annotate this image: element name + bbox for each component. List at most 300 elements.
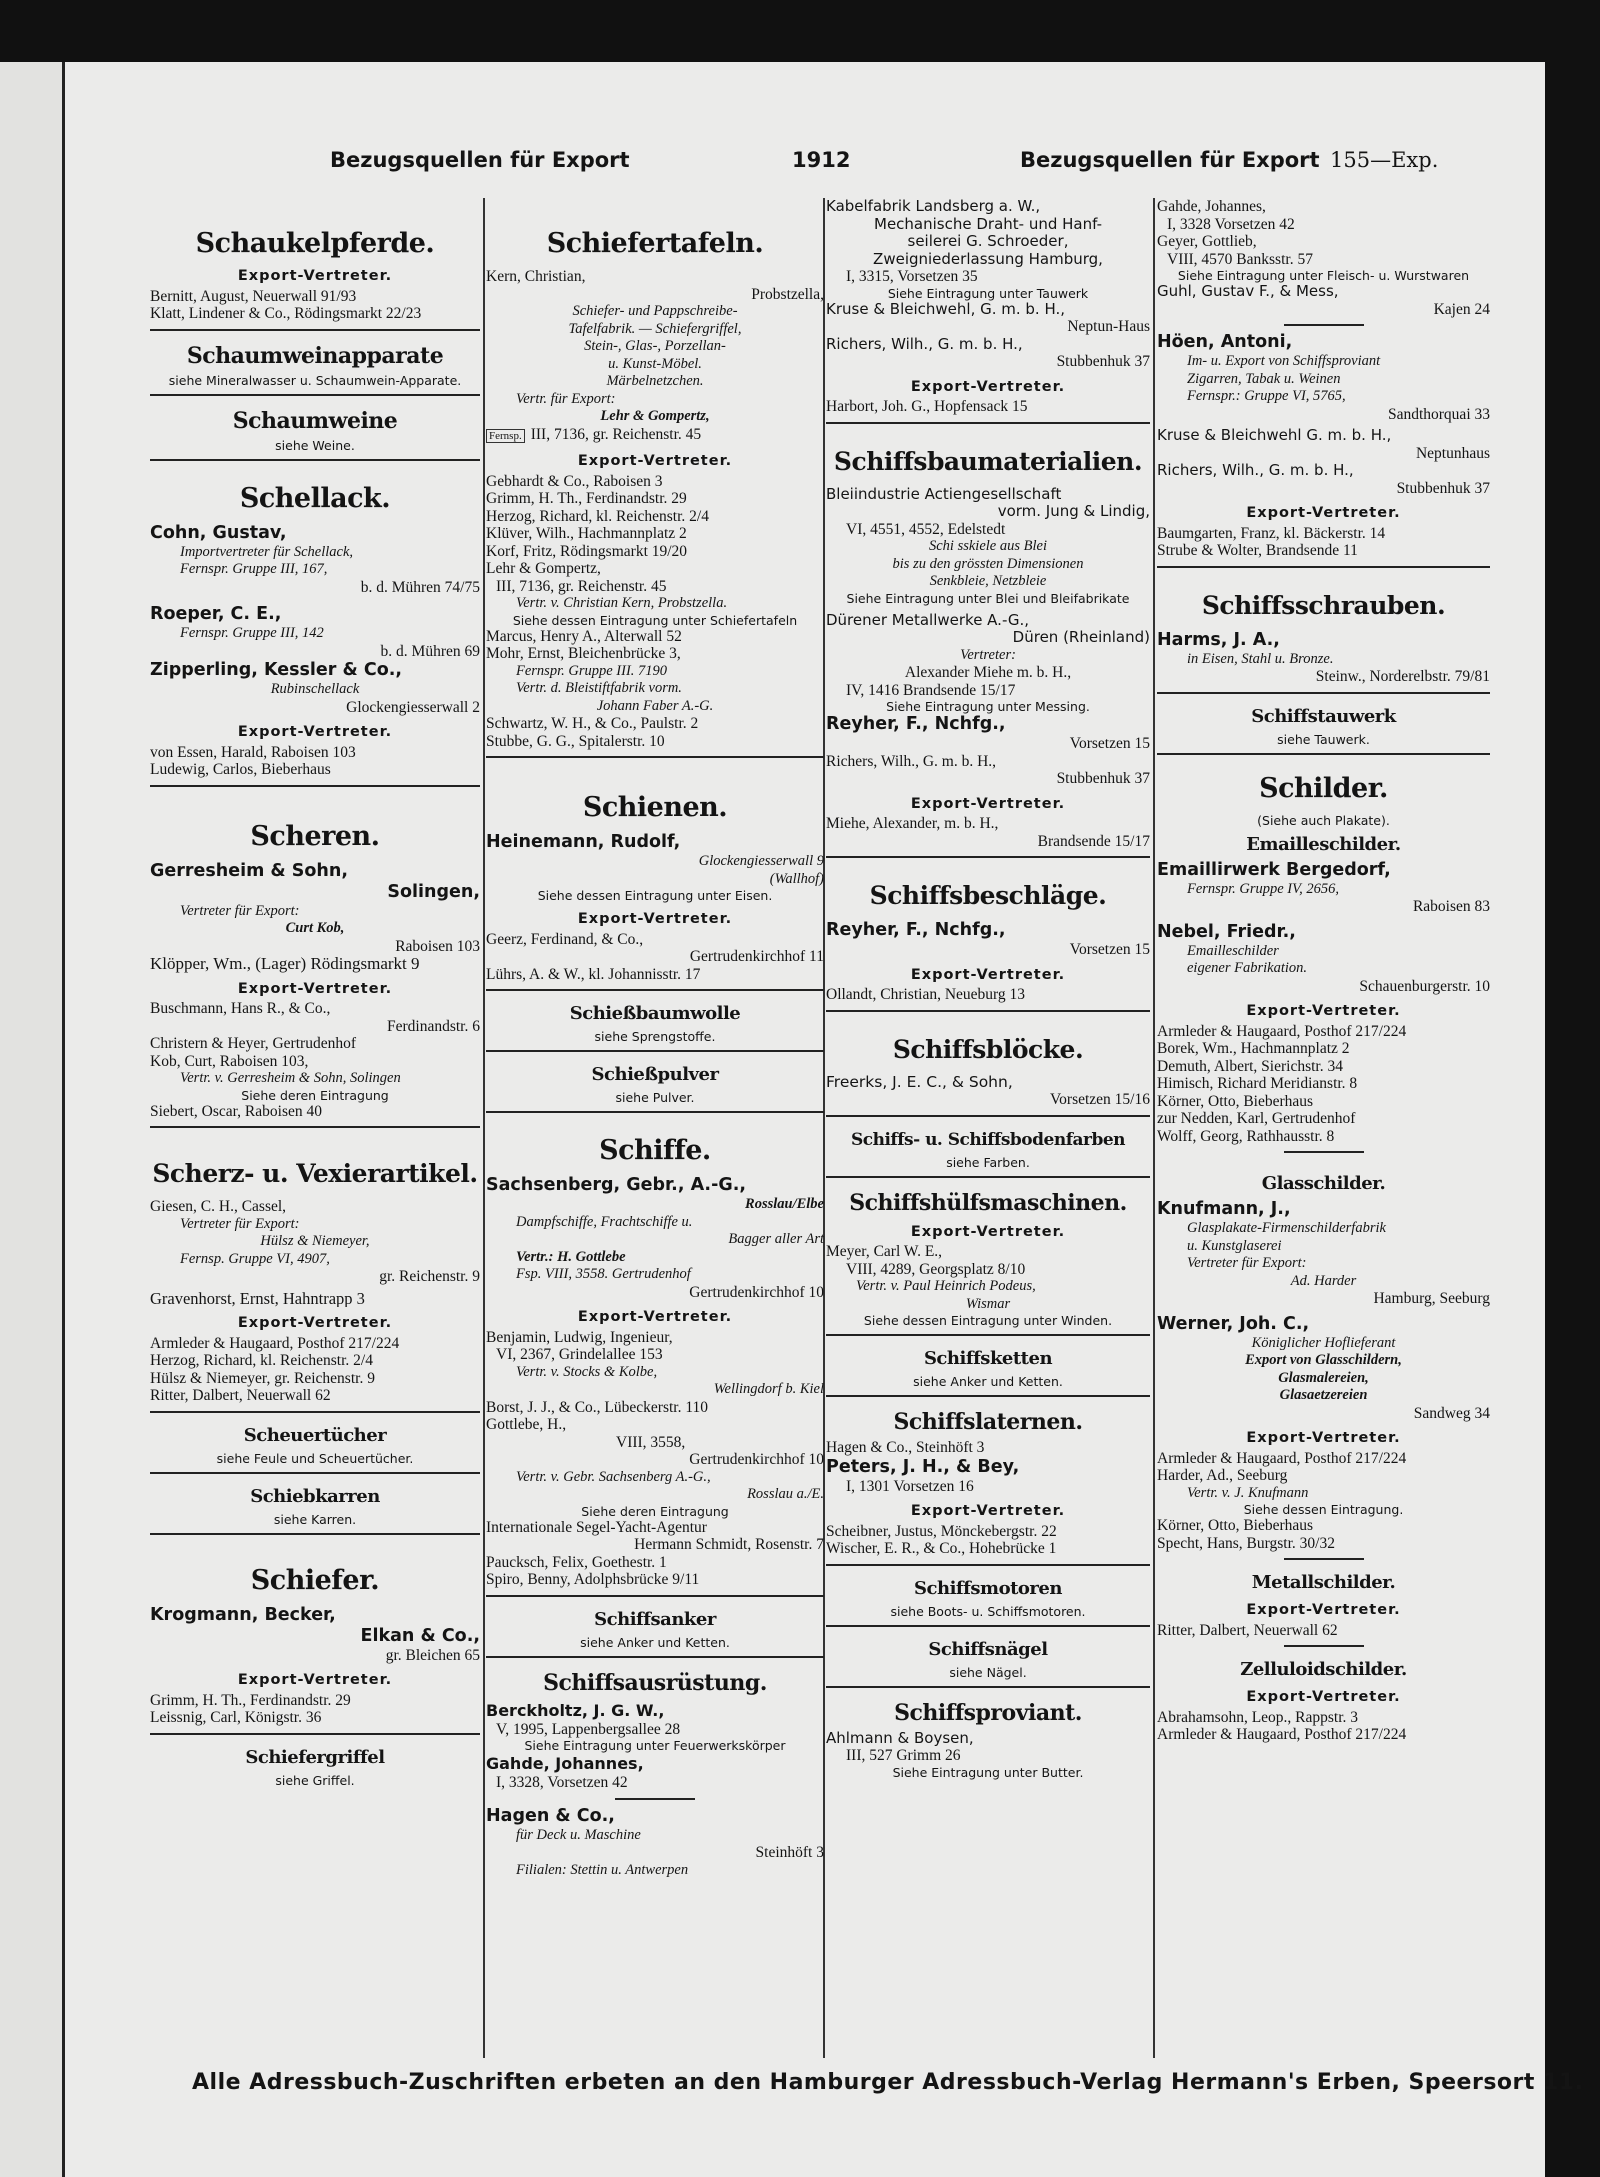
listing-address: VIII, 3558, bbox=[616, 1433, 686, 1451]
listing-detail: Fernspr. Gruppe III. 7190 bbox=[516, 662, 668, 679]
divider bbox=[826, 856, 1150, 858]
listing: Stubbe, G. G., Spitalerstr. 10 bbox=[486, 732, 665, 750]
company-name: Gerresheim & Sohn, bbox=[150, 860, 348, 881]
listing-detail: Fernspr. Gruppe IV, 2656, bbox=[1187, 880, 1339, 897]
company-name: Reyher, F., Nchfg., bbox=[826, 714, 1006, 734]
listing-address: Sandweg 34 bbox=[1413, 1404, 1490, 1422]
see-also-note: siehe Mineralwasser u. Schaumwein-Apparate. bbox=[168, 372, 462, 388]
listing: Ludewig, Carlos, Bieberhaus bbox=[150, 761, 331, 778]
divider bbox=[486, 1656, 824, 1658]
listing-address: Vorsetzen 15 bbox=[1069, 735, 1150, 752]
export-label: Export-Vertreter. bbox=[237, 268, 393, 284]
listing-detail: Vertr. v. J. Knufmann bbox=[1187, 1484, 1309, 1501]
listing-address: Raboisen 103 bbox=[395, 937, 480, 955]
section-title: Schienen. bbox=[582, 792, 728, 823]
column-2 bbox=[486, 198, 824, 2053]
listing: Wolff, Georg, Rathhausstr. 8 bbox=[1157, 1127, 1335, 1145]
listing-address: Hermann Schmidt, Rosenstr. 7 bbox=[634, 1536, 824, 1553]
listing-address: Glockengiesserwall 2 bbox=[346, 698, 480, 716]
listing-detail: Rosslau a./E. bbox=[747, 1486, 824, 1502]
listing-detail: Fernspr. Gruppe III, 167, bbox=[180, 561, 328, 577]
see-also-note: Siehe Eintragung unter Messing. bbox=[886, 699, 1090, 714]
listing-detail: Vertr. v. Paul Heinrich Podeus, bbox=[856, 1278, 1036, 1294]
section-title: Schiffsanker bbox=[594, 1608, 716, 1630]
listing: Geerz, Ferdinand, & Co., bbox=[486, 930, 644, 948]
divider bbox=[486, 1050, 824, 1052]
subsection-title: Metallschilder. bbox=[1251, 1572, 1396, 1593]
divider bbox=[1157, 566, 1490, 568]
listing-detail: Vertr. für Export: bbox=[516, 390, 616, 407]
listing: Bleiindustrie Actiengesellschaft bbox=[826, 485, 1062, 503]
listing: Richers, Wilh., G. m. b. H., bbox=[1157, 462, 1354, 479]
see-also-note: Siehe deren Eintragung bbox=[581, 1503, 729, 1519]
listing-detail: Ad. Harder bbox=[1290, 1272, 1357, 1289]
listing-address: Gertrudenkirchhof 11 bbox=[689, 948, 824, 965]
company-name: Hagen & Co., bbox=[486, 1805, 615, 1826]
listing-detail: Filialen: Stettin u. Antwerpen bbox=[516, 1861, 689, 1878]
section-title: Schiffstauwerk bbox=[1251, 705, 1396, 727]
listing: Meyer, Carl W. E., bbox=[826, 1243, 943, 1260]
listing: Kabelfabrik Landsberg a. W., bbox=[826, 198, 1041, 215]
listing-detail: Importvertreter für Schellack, bbox=[180, 543, 354, 560]
listing-address: b. d. Mühren 69 bbox=[380, 642, 480, 660]
see-also-note: siehe Boots- u. Schiffsmotoren. bbox=[890, 1603, 1086, 1619]
listing: Armleder & Haugaard, Posthof 217/224 bbox=[1157, 1449, 1407, 1467]
listing-detail: Glasmalereien, bbox=[1278, 1369, 1369, 1386]
section-title: Schiffsnägel bbox=[928, 1638, 1048, 1660]
listing-address: Steinw., Norderelbstr. 79/81 bbox=[1315, 668, 1490, 685]
company-name: Höen, Antoni, bbox=[1157, 332, 1293, 352]
section-title: Schaukelpferde. bbox=[195, 228, 435, 259]
export-label: Export-Vertreter. bbox=[1246, 1003, 1401, 1019]
see-also-note: siehe Karren. bbox=[273, 1511, 357, 1527]
listing: Armleder & Haugaard, Posthof 217/224 bbox=[1157, 1726, 1407, 1743]
listing: Specht, Hans, Burgstr. 30/32 bbox=[1157, 1534, 1335, 1552]
listing: Alexander Miehe m. b. H., bbox=[904, 664, 1072, 681]
listing: Marcus, Henry A., Alterwall 52 bbox=[486, 627, 682, 645]
see-also-note: siehe Feule und Scheuertücher. bbox=[216, 1450, 414, 1466]
listing: Leissnig, Carl, Königstr. 36 bbox=[150, 1709, 322, 1726]
listing-detail: Vertr.: H. Gottlebe bbox=[516, 1248, 626, 1265]
listing-detail: u. Kunst-Möbel. bbox=[608, 355, 702, 372]
listing: Borek, Wm., Hachmannplatz 2 bbox=[1157, 1040, 1350, 1057]
listing-address: III, 7136, gr. Reichenstr. 45 bbox=[530, 425, 702, 443]
section-title: Schiffs- u. Schiffsbodenfarben bbox=[850, 1129, 1126, 1150]
section-title: Schiffshülfsmaschinen. bbox=[849, 1189, 1127, 1216]
listing: Scheibner, Justus, Mönckebergstr. 22 bbox=[826, 1522, 1057, 1540]
company-name: Reyher, F., Nchfg., bbox=[826, 920, 1006, 940]
listing-detail: Vertr. v. Gebr. Sachsenberg A.-G., bbox=[516, 1468, 711, 1485]
see-also-note: Siehe Eintragung unter Tauwerk bbox=[887, 285, 1089, 301]
listing-address: I, 3328, Vorsetzen 42 bbox=[496, 1774, 628, 1791]
section-title: Schiffe. bbox=[599, 1135, 711, 1166]
divider bbox=[1157, 753, 1490, 755]
listing-address: Sandthorquai 33 bbox=[1387, 405, 1490, 423]
divider bbox=[826, 422, 1150, 424]
listing-address: Kajen 24 bbox=[1433, 300, 1490, 318]
listing-detail: Stein-, Glas-, Porzellan- bbox=[584, 338, 726, 354]
divider bbox=[1284, 1151, 1364, 1153]
listing: Hagen & Co., Steinhöft 3 bbox=[826, 1439, 985, 1456]
listing-detail: Vertreter für Export: bbox=[180, 902, 300, 919]
company-name: Sachsenberg, Gebr., A.-G., bbox=[486, 1175, 747, 1195]
divider bbox=[150, 1733, 480, 1735]
company-name: Cohn, Gustav, bbox=[150, 522, 287, 543]
divider bbox=[150, 1411, 480, 1413]
listing-address: V, 1995, Lappenbergsallee 28 bbox=[496, 1720, 681, 1738]
listing: Borst, J. J., & Co., Lübeckerstr. 110 bbox=[486, 1398, 709, 1416]
listing: Baumgarten, Franz, kl. Bäckerstr. 14 bbox=[1157, 524, 1386, 542]
listing-address: Ferdinandstr. 6 bbox=[387, 1017, 480, 1035]
listing-detail: Johann Faber A.-G. bbox=[596, 697, 714, 714]
column-divider bbox=[1153, 198, 1155, 2058]
listing: vorm. Jung & Lindig, bbox=[997, 502, 1150, 520]
see-also-note: siehe Nägel. bbox=[949, 1664, 1027, 1680]
listing-detail: in Eisen, Stahl u. Bronze. bbox=[1187, 650, 1334, 667]
previous-page-edge bbox=[0, 62, 65, 2177]
listing-address: VI, 2367, Grindelallee 153 bbox=[496, 1346, 663, 1363]
listing-detail: Emailleschilder bbox=[1187, 942, 1279, 959]
listing-address: Brandsende 15/17 bbox=[1037, 832, 1150, 850]
listing-address: VIII, 4289, Georgsplatz 8/10 bbox=[846, 1260, 1026, 1278]
divider bbox=[486, 756, 824, 758]
listing: Ritter, Dalbert, Neuerwall 62 bbox=[150, 1387, 331, 1404]
listing-detail: Vertreter für Export: bbox=[1187, 1255, 1307, 1271]
divider bbox=[826, 1395, 1150, 1397]
listing-detail: Fsp. VIII, 3558. Gertrudenhof bbox=[516, 1266, 691, 1282]
listing-address: Gertrudenkirchhof 10 bbox=[689, 1283, 824, 1301]
divider bbox=[1284, 1645, 1364, 1647]
listing: Benjamin, Ludwig, Ingenieur, bbox=[486, 1328, 673, 1346]
page-header bbox=[330, 148, 1480, 178]
listing: seilerei G. Schroeder, bbox=[907, 233, 1069, 250]
see-also-note: siehe Weine. bbox=[275, 437, 355, 453]
see-also-note: siehe Pulver. bbox=[615, 1090, 695, 1105]
listing-detail: Rosslau/Elbe bbox=[745, 1196, 824, 1212]
listing-address: Hamburg, Seeburg bbox=[1373, 1290, 1490, 1307]
divider bbox=[1284, 324, 1364, 326]
listing: Ritter, Dalbert, Neuerwall 62 bbox=[1157, 1621, 1338, 1639]
listing-address: gr. Bleichen 65 bbox=[385, 1646, 480, 1664]
divider bbox=[826, 1625, 1150, 1627]
listing: Mohr, Ernst, Bleichenbrücke 3, bbox=[486, 645, 681, 662]
listing: Gebhardt & Co., Raboisen 3 bbox=[486, 472, 663, 490]
listing: Grimm, H. Th., Ferdinandstr. 29 bbox=[150, 1691, 351, 1709]
divider bbox=[826, 1010, 1150, 1012]
listing: Spiro, Benny, Adolphsbrücke 9/11 bbox=[486, 1571, 700, 1588]
listing-detail: eigener Fabrikation. bbox=[1187, 960, 1308, 976]
export-label: Export-Vertreter. bbox=[910, 1223, 1066, 1240]
divider bbox=[826, 1334, 1150, 1336]
section-title: Schiffsblöcke. bbox=[892, 1034, 1084, 1064]
see-also-note: Siehe dessen Eintragung unter Eisen. bbox=[537, 888, 773, 903]
listing-detail: Fernspr. Gruppe III, 142 bbox=[180, 625, 324, 641]
see-also-note: Siehe dessen Eintragung unter Winden. bbox=[863, 1313, 1113, 1328]
listing: Paucksch, Felix, Goethestr. 1 bbox=[486, 1553, 667, 1571]
listing: Kruse & Bleichwehl G. m. b. H., bbox=[1157, 427, 1392, 444]
section-title: Schellack. bbox=[239, 482, 391, 514]
export-label: Export-Vertreter. bbox=[577, 1309, 733, 1325]
export-label: Export-Vertreter. bbox=[1246, 1430, 1401, 1446]
listing: Klöpper, Wm., (Lager) Rödingsmarkt 9 bbox=[150, 955, 420, 973]
export-label: Export-Vertreter. bbox=[237, 724, 393, 740]
listing: Kob, Curt, Raboisen 103, bbox=[150, 1052, 309, 1070]
listing-address: Stubbenhuk 37 bbox=[1396, 479, 1490, 497]
divider bbox=[150, 459, 480, 461]
listing-address: Raboisen 83 bbox=[1412, 898, 1490, 915]
export-label: Export-Vertreter. bbox=[237, 1672, 393, 1688]
listing: Giesen, C. H., Cassel, bbox=[150, 1198, 287, 1215]
export-label: Export-Vertreter. bbox=[910, 1503, 1066, 1519]
listing-address: I, 1301 Vorsetzen 16 bbox=[846, 1477, 974, 1495]
listing-detail: Schi sskiele aus Blei bbox=[929, 538, 1047, 554]
listing: Körner, Otto, Bieberhaus bbox=[1157, 1517, 1314, 1534]
subsection-title: Zelluloidschilder. bbox=[1240, 1659, 1407, 1680]
column-3 bbox=[826, 198, 1150, 2053]
listing: Kern, Christian, bbox=[486, 268, 586, 285]
company-name: Elkan & Co., bbox=[360, 1625, 480, 1646]
listing-detail: Märbelnetzchen. bbox=[606, 373, 704, 389]
subsection-title: Emailleschilder. bbox=[1246, 833, 1401, 855]
export-label: Export-Vertreter. bbox=[577, 453, 733, 469]
section-title: Schiffslaternen. bbox=[893, 1409, 1083, 1435]
listing: Freerks, J. E. C., & Sohn, bbox=[826, 1073, 1013, 1091]
listing: Harbort, Joh. G., Hopfensack 15 bbox=[826, 398, 1028, 415]
listing-detail: Vertr. v. Gerresheim & Sohn, Solingen bbox=[180, 1070, 401, 1086]
listing: Gottlebe, H., bbox=[486, 1416, 567, 1433]
section-title: Schiffsschrauben. bbox=[1201, 590, 1446, 620]
listing: Herzog, Richard, kl. Reichenstr. 2/4 bbox=[486, 507, 709, 525]
header-year: 1912 bbox=[792, 148, 851, 172]
divider bbox=[150, 329, 480, 331]
header-left-title: Bezugsquellen für Export bbox=[330, 148, 630, 172]
listing-detail: Zigarren, Tabak u. Weinen bbox=[1187, 370, 1341, 387]
column-1 bbox=[150, 198, 480, 2053]
divider bbox=[150, 394, 480, 396]
see-also-note: Siehe Eintragung unter Fleisch- u. Wurstwaren bbox=[1177, 268, 1470, 283]
listing: Schwartz, W. H., & Co., Paulstr. 2 bbox=[486, 715, 699, 732]
section-title: Scherz- u. Vexierartikel. bbox=[152, 1159, 478, 1188]
listing-address: VI, 4551, 4552, Edelstedt bbox=[846, 520, 1006, 538]
divider bbox=[826, 1686, 1150, 1688]
listing-address: gr. Reichenstr. 9 bbox=[379, 1268, 480, 1285]
divider bbox=[150, 1533, 480, 1535]
divider bbox=[150, 785, 480, 787]
company-name: Peters, J. H., & Bey, bbox=[826, 1456, 1020, 1477]
listing-detail: Lehr & Gompertz, bbox=[600, 408, 710, 424]
listing-address: b. d. Mühren 74/75 bbox=[360, 578, 480, 596]
section-title: Schiffsproviant. bbox=[894, 1699, 1082, 1726]
company-name: Nebel, Friedr., bbox=[1157, 921, 1296, 942]
listing-address: III, 7136, gr. Reichenstr. 45 bbox=[496, 577, 667, 595]
listing: Klatt, Lindener & Co., Rödingsmarkt 22/23 bbox=[150, 305, 422, 322]
listing: Korf, Fritz, Rödingsmarkt 19/20 bbox=[486, 542, 688, 560]
listing: Herzog, Richard, kl. Reichenstr. 2/4 bbox=[150, 1352, 373, 1369]
listing: Himisch, Richard Meridianstr. 8 bbox=[1157, 1075, 1358, 1092]
export-label: Export-Vertreter. bbox=[1246, 1602, 1401, 1618]
listing-address: IV, 1416 Brandsende 15/17 bbox=[846, 681, 1016, 699]
company-name: Zipperling, Kessler & Co., bbox=[150, 660, 403, 680]
divider bbox=[1157, 692, 1490, 694]
section-title: Schiefertafeln. bbox=[546, 228, 764, 259]
listing-detail: bis zu den grössten Dimensionen bbox=[892, 555, 1084, 572]
listing: Kruse & Bleichwehl, G. m. b. H., bbox=[826, 300, 1066, 318]
section-title: Schießpulver bbox=[591, 1064, 719, 1085]
company-name: Knufmann, J., bbox=[1157, 1199, 1291, 1219]
listing: Strube & Wolter, Brandsende 11 bbox=[1157, 542, 1358, 559]
listing-detail: u. Kunstglaserei bbox=[1187, 1237, 1282, 1254]
listing: Demuth, Albert, Sierichstr. 34 bbox=[1157, 1057, 1343, 1075]
listing-address: III, 527 Grimm 26 bbox=[846, 1747, 961, 1764]
see-also-note: Siehe dessen Eintragung. bbox=[1243, 1502, 1404, 1517]
listing-detail: Fernspr.: Gruppe VI, 5765, bbox=[1187, 388, 1346, 404]
divider bbox=[150, 1472, 480, 1474]
listing: Siebert, Oscar, Raboisen 40 bbox=[150, 1102, 322, 1120]
page-footer: Alle Adressbuch-Zuschriften erbeten an den Hamburger Adressbuch-Verlag Hermann's Erben, Speersort 11. bbox=[192, 2070, 1584, 2095]
listing-detail: Königlicher Hoflieferant bbox=[1251, 1334, 1396, 1351]
listing: Armleder & Haugaard, Posthof 217/224 bbox=[1157, 1022, 1407, 1040]
listing-address: Gertrudenkirchhof 10 bbox=[689, 1451, 824, 1468]
section-title: Schießbaumwolle bbox=[569, 1003, 741, 1024]
column-4 bbox=[1157, 198, 1490, 2053]
see-also-note: (Siehe auch Plakate). bbox=[1257, 812, 1390, 828]
company-name: Gahde, Johannes, bbox=[486, 1754, 644, 1773]
export-label: Export-Vertreter. bbox=[577, 911, 733, 927]
see-also-note: siehe Griffel. bbox=[275, 1772, 355, 1788]
listing: Wischer, E. R., & Co., Hohebrücke 1 bbox=[826, 1540, 1057, 1557]
section-title: Schiefer. bbox=[250, 1564, 380, 1596]
divider bbox=[615, 1798, 695, 1800]
company-name: Berckholtz, J. G. W., bbox=[486, 1700, 665, 1720]
listing: Gahde, Johannes, bbox=[1157, 198, 1266, 215]
listing-detail: Vertr. v. Stocks & Kolbe, bbox=[516, 1363, 658, 1380]
divider bbox=[826, 1564, 1150, 1566]
section-title: Schaumweinapparate bbox=[186, 342, 444, 369]
see-also-note: siehe Sprengstoffe. bbox=[594, 1029, 716, 1044]
column-divider bbox=[483, 198, 485, 2058]
listing-detail: Wellingdorf b. Kiel bbox=[713, 1381, 824, 1397]
export-label: Export-Vertreter. bbox=[1246, 505, 1401, 521]
see-also-note: Siehe Eintragung unter Butter. bbox=[892, 1764, 1084, 1780]
listing-detail: Curt Kob, bbox=[285, 920, 345, 936]
section-title: Schiffsketten bbox=[923, 1348, 1053, 1369]
divider bbox=[486, 1595, 824, 1597]
listing-address: Neptun-Haus bbox=[1067, 318, 1150, 335]
listing-address: Schauenburgerstr. 10 bbox=[1359, 977, 1490, 995]
listing: Gravenhorst, Ernst, Hahntrapp 3 bbox=[150, 1289, 365, 1307]
listing-detail: Im- u. Export von Schiffsproviant bbox=[1187, 353, 1381, 369]
subsection-title: Glasschilder. bbox=[1261, 1173, 1386, 1194]
see-also-note: Siehe Eintragung unter Feuerwerkskörper bbox=[524, 1738, 786, 1753]
listing: Guhl, Gustav F., & Mess, bbox=[1157, 283, 1339, 300]
see-also-note: siehe Anker und Ketten. bbox=[580, 1634, 730, 1650]
listing-detail: Vertr. v. Christian Kern, Probstzella. bbox=[516, 595, 728, 611]
listing: Christern & Heyer, Gertrudenhof bbox=[150, 1035, 356, 1052]
listing: Geyer, Gottlieb, bbox=[1157, 233, 1257, 250]
divider bbox=[826, 1115, 1150, 1117]
company-name: Werner, Joh. C., bbox=[1157, 1313, 1310, 1334]
company-name: Heinemann, Rudolf, bbox=[486, 832, 681, 852]
listing-detail: Glockengiesserwall 9 bbox=[698, 853, 824, 869]
see-also-note: Siehe dessen Eintragung unter Schiefertafeln bbox=[512, 612, 798, 628]
company-name: Emaillirwerk Bergedorf, bbox=[1157, 859, 1391, 880]
listing: Richers, Wilh., G. m. b. H., bbox=[826, 752, 997, 770]
export-label: Export-Vertreter. bbox=[237, 980, 393, 997]
listing-address: Vorsetzen 15 bbox=[1069, 941, 1150, 958]
listing-detail: Rubinschellack bbox=[270, 681, 360, 697]
listing: Buschmann, Hans R., & Co., bbox=[150, 1000, 331, 1017]
listing: Miehe, Alexander, m. b. H., bbox=[826, 815, 999, 832]
see-also-note: Siehe deren Eintragung bbox=[241, 1087, 389, 1103]
listing: Ollandt, Christian, Neueburg 13 bbox=[826, 986, 1026, 1003]
listing: Hülsz & Niemeyer, gr. Reichenstr. 9 bbox=[150, 1369, 375, 1387]
listing-address: Neptunhaus bbox=[1415, 444, 1490, 462]
listing: Mechanische Draht- und Hanf- bbox=[874, 215, 1102, 233]
section-title: Schiffsbeschläge. bbox=[869, 881, 1107, 910]
divider bbox=[150, 1126, 480, 1128]
section-title: Schaumweine bbox=[232, 407, 398, 434]
company-name: Solingen, bbox=[387, 881, 480, 902]
section-title: Schilder. bbox=[1259, 772, 1388, 804]
listing-address: Steinhöft 3 bbox=[755, 1844, 824, 1861]
listing: Grimm, H. Th., Ferdinandstr. 29 bbox=[486, 490, 687, 507]
section-title: Schiffsbaumaterialien. bbox=[833, 446, 1143, 476]
listing-address: I, 3315, Vorsetzen 35 bbox=[846, 268, 978, 285]
listing: Dürener Metallwerke A.-G., bbox=[826, 611, 1030, 629]
listing-detail: Vertreter: bbox=[960, 646, 1016, 663]
section-title: Schiffsausrüstung. bbox=[543, 1669, 767, 1696]
listing-address: I, 3328 Vorsetzen 42 bbox=[1167, 215, 1295, 233]
see-also-note: Siehe Eintragung unter Blei und Bleifabrikate bbox=[846, 590, 1130, 606]
listing-address: Stubbenhuk 37 bbox=[1056, 353, 1150, 370]
listing-address: Probstzella, bbox=[751, 285, 824, 303]
listing: von Essen, Harald, Raboisen 103 bbox=[150, 743, 356, 761]
export-label: Export-Vertreter. bbox=[910, 966, 1066, 983]
listing-detail: Bagger aller Art bbox=[728, 1231, 824, 1247]
listing: Düren (Rheinland) bbox=[1012, 628, 1150, 646]
listing-detail: Wismar bbox=[965, 1295, 1011, 1312]
listing: Lührs, A. & W., kl. Johannisstr. 17 bbox=[486, 965, 701, 983]
section-title: Schiebkarren bbox=[250, 1485, 380, 1507]
listing: Zweigniederlassung Hamburg, bbox=[873, 250, 1103, 268]
listing: Ahlmann & Boysen, bbox=[826, 1729, 974, 1747]
listing-detail: Senkbleie, Netzbleie bbox=[929, 573, 1047, 589]
export-label: Export-Vertreter. bbox=[910, 795, 1066, 812]
section-title: Schiefergriffel bbox=[245, 1746, 385, 1768]
listing: Internationale Segel-Yacht-Agentur bbox=[486, 1518, 707, 1536]
listing-address: Vorsetzen 15/16 bbox=[1049, 1091, 1150, 1108]
listing-detail: Tafelfabrik. — Schiefergriffel, bbox=[568, 320, 742, 337]
listing: Bernitt, August, Neuerwall 91/93 bbox=[150, 287, 357, 305]
listing: zur Nedden, Karl, Gertrudenhof bbox=[1157, 1110, 1356, 1127]
listing-detail: Dampfschiffe, Frachtschiffe u. bbox=[516, 1213, 693, 1230]
listing-detail: Hülsz & Niemeyer, bbox=[260, 1233, 370, 1249]
listing-detail: Schiefer- und Pappschreibe- bbox=[572, 303, 738, 319]
listing-address: VIII, 4570 Banksstr. 57 bbox=[1167, 250, 1313, 268]
export-label: Export-Vertreter. bbox=[1246, 1689, 1401, 1705]
export-label: Export-Vertreter. bbox=[910, 378, 1066, 395]
header-page-number: 155—Exp. bbox=[1330, 148, 1439, 172]
divider bbox=[826, 1176, 1150, 1178]
company-name: Harms, J. A., bbox=[1157, 629, 1280, 650]
section-title: Scheuertücher bbox=[243, 1424, 387, 1446]
header-right-title: Bezugsquellen für Export bbox=[1020, 148, 1320, 172]
see-also-note: siehe Anker und Ketten. bbox=[913, 1374, 1063, 1389]
section-title: Scheren. bbox=[250, 820, 380, 852]
listing-detail: (Wallhof) bbox=[769, 870, 824, 887]
telephone-icon: Fernsp. bbox=[486, 429, 525, 443]
listing: Richers, Wilh., G. m. b. H., bbox=[826, 335, 1023, 353]
